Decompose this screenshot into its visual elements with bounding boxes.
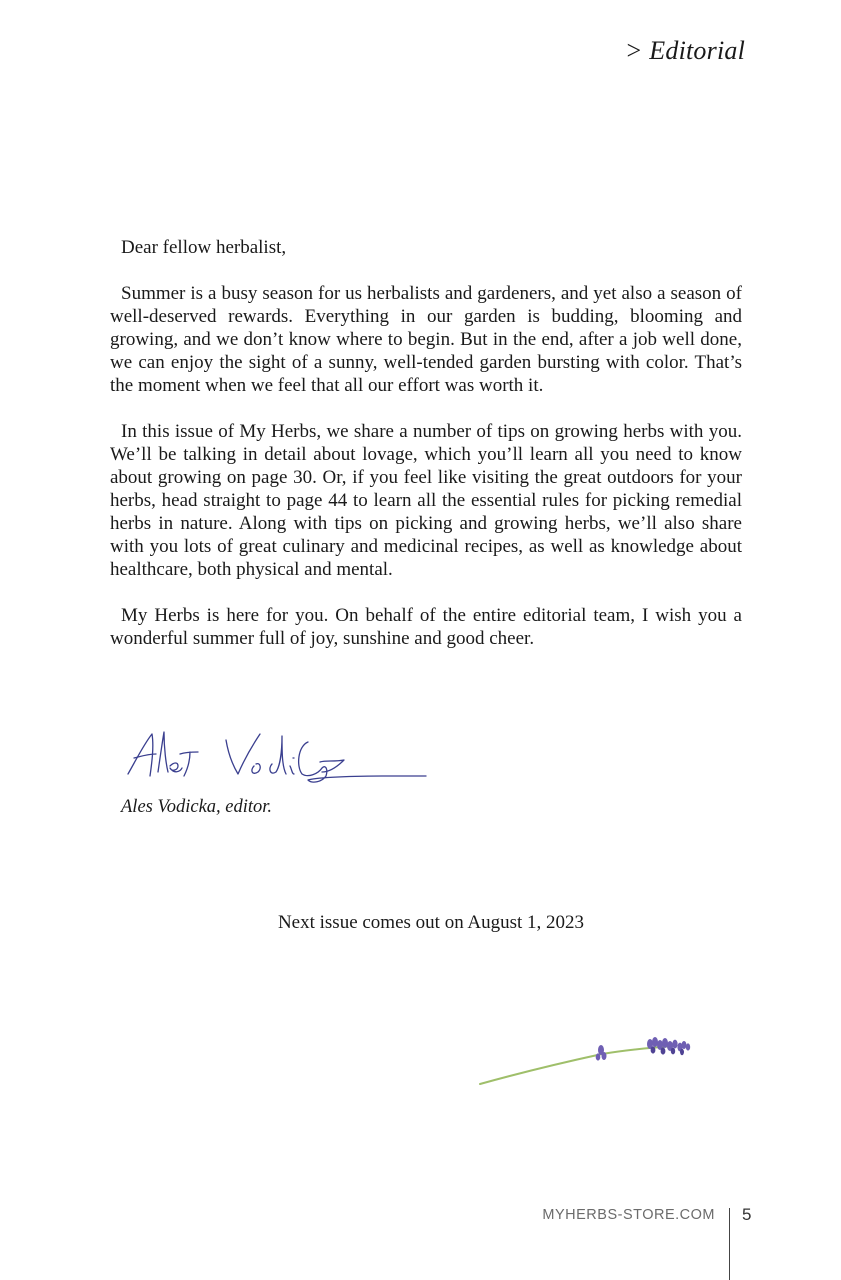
letter-paragraph-3: My Herbs is here for you. On behalf of the entire editorial team, I wish you a wonderful summer full of joy, sunshine and good cheer.: [110, 605, 742, 649]
lavender-sprig-icon: [476, 1030, 696, 1092]
footer-divider: [729, 1208, 730, 1280]
lavender-sprig-image: [476, 1030, 696, 1092]
section-tag: > Editorial: [624, 36, 745, 65]
letter-greeting: Dear fellow herbalist,: [121, 237, 287, 258]
editorial-letter: [110, 236, 742, 673]
letter-paragraph-2: In this issue of My Herbs, we share a number of tips on growing herbs with you. We’ll be talking in detail about lovage, which you’ll learn all you need to know about growing on page 30. Or, if you feel like visiting the great outdoors for your herbs, head straight to page 44 to learn all the essential rules for picking remedial herbs in nature. Along with tips on picking and growing herbs, we’ll also share with you lots of great culinary and medicinal recipes, as well as knowledge about healthcare, both physical and mental.: [110, 421, 742, 580]
letter-paragraph-1: Summer is a busy season for us herbalists and gardeners, and yet also a season of well-deserved rewards. Everything in our garden is budding, blooming and growing, and we don’t know where to begin. But in the end, after a job well done, we can enjoy the sight of a sunny, well-tended garden bursting with color. That’s the moment when we feel that all our effort was worth it.: [110, 283, 742, 396]
footer-website: MYHERBS-STORE.COM: [542, 1207, 715, 1223]
next-issue-notice: Next issue comes out on August 1, 2023: [277, 912, 585, 933]
page-number: 5: [742, 1205, 752, 1224]
handwritten-signature: [122, 722, 432, 788]
signature-drawing: [122, 722, 432, 788]
editor-name: Ales Vodicka, editor.: [121, 797, 273, 817]
